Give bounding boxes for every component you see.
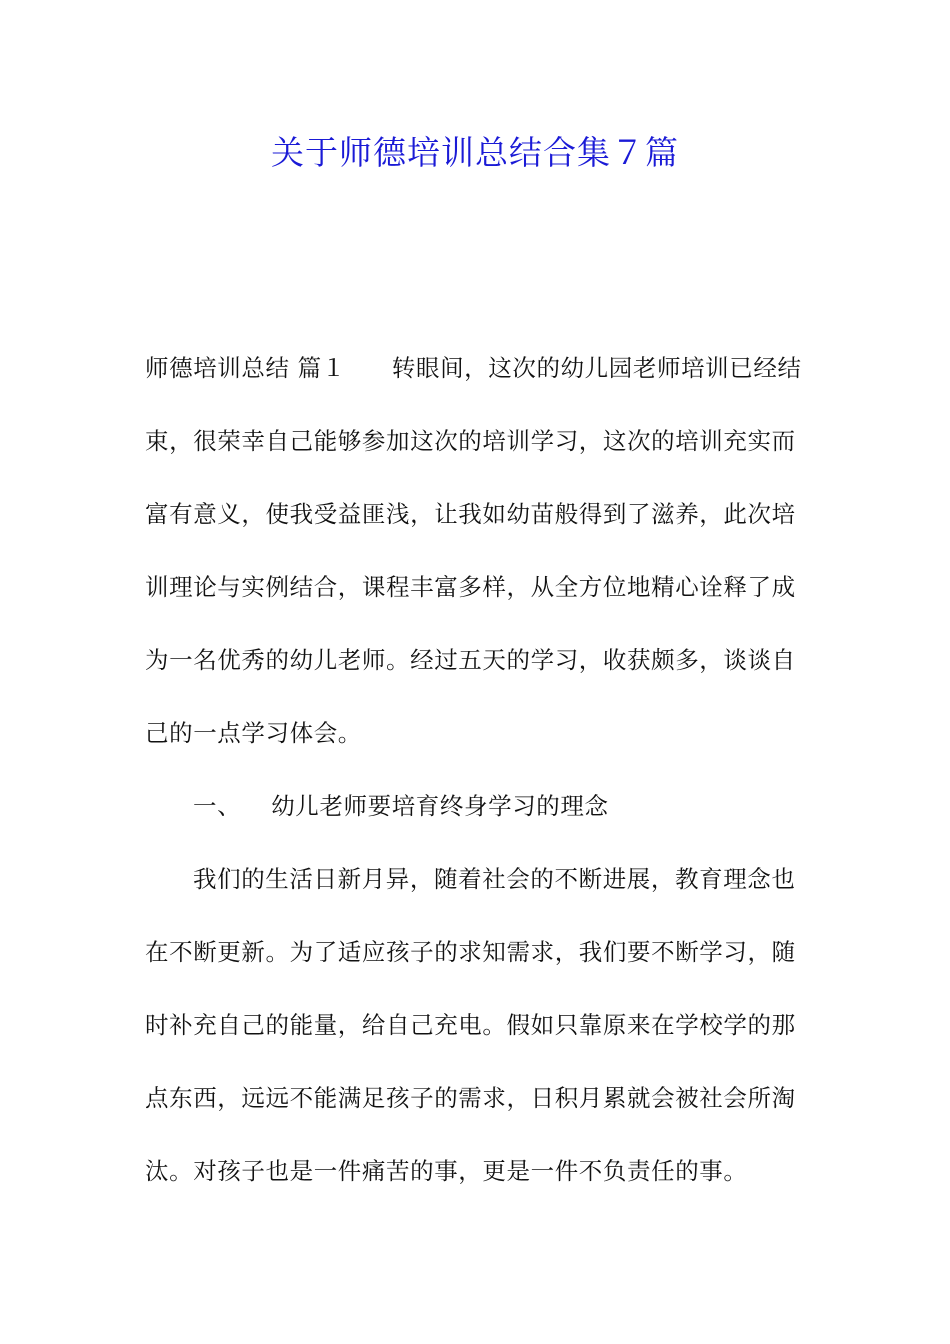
paragraph-line: 训理论与实例结合，课程丰富多样，从全方位地精心诠释了成 [145, 573, 796, 601]
document-title: 关于师德培训总结合集７篇 [271, 133, 679, 172]
section-label: 师德培训总结 篇１ [145, 354, 346, 382]
paragraph-line: 我们的生活日新月异，随着社会的不断进展，教育理念也 [193, 865, 796, 893]
paragraph-line: 点东西，远远不能满足孩子的需求，日积月累就会被社会所淘 [145, 1084, 796, 1112]
document-body [145, 332, 810, 1208]
paragraph-line: 己的一点学习体会。 [145, 719, 362, 747]
paragraph-line: 束，很荣幸自己能够参加这次的培训学习，这次的培训充实而 [145, 427, 796, 455]
heading-number: 一、 [193, 792, 242, 820]
paragraph-line: 富有意义，使我受益匪浅，让我如幼苗般得到了滋养，此次培 [145, 500, 796, 528]
heading-text: 幼儿老师要培育终身学习的理念 [271, 792, 609, 820]
paragraph-line: 汰。对孩子也是一件痛苦的事，更是一件不负责任的事。 [145, 1157, 748, 1185]
paragraph-text: 转眼间，这次的幼儿园老师培训已经结 [391, 354, 802, 382]
paragraph-line [145, 332, 810, 405]
section-heading [145, 770, 810, 843]
paragraph-line: 时补充自己的能量，给自己充电。假如只靠原来在学校学的那 [145, 1011, 796, 1039]
paragraph-line: 为一名优秀的幼儿老师。经过五天的学习，收获颇多，谈谈自 [145, 646, 796, 674]
paragraph-line: 在不断更新。为了适应孩子的求知需求，我们要不断学习，随 [145, 938, 796, 966]
